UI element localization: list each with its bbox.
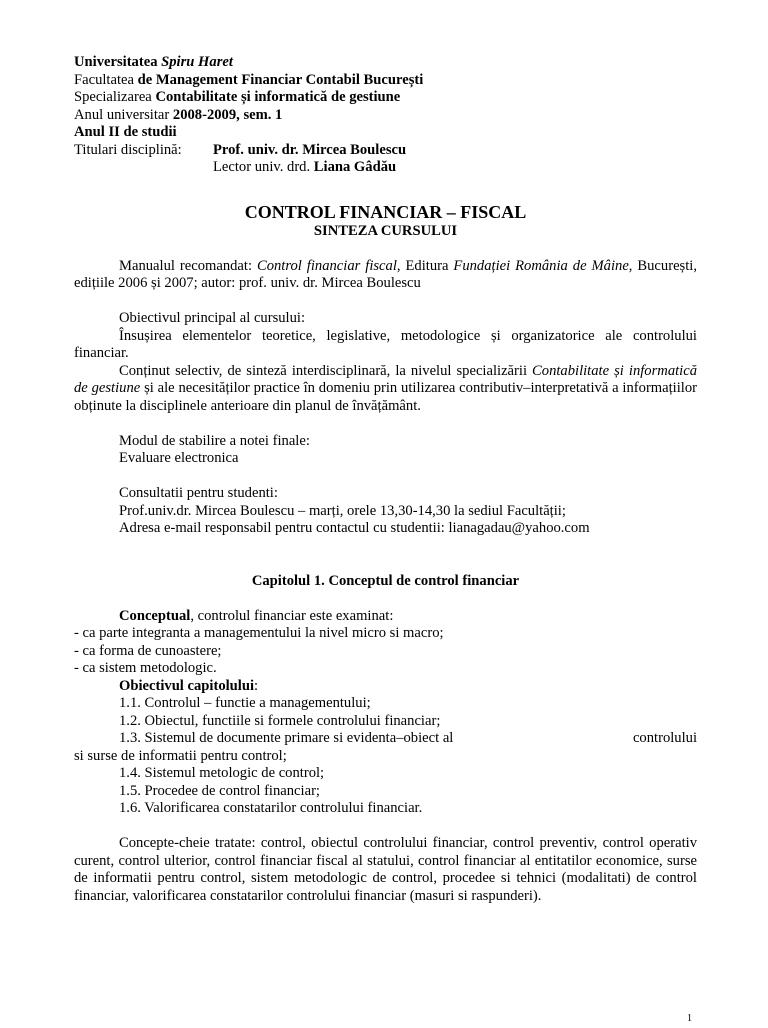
chapter-item-1-3-cont: si surse de informatii pentru control; (74, 747, 287, 764)
university-line: Universitatea Spiru Haret (74, 54, 233, 70)
chapter-item: 1.4. Sistemul metologic de control; (119, 765, 325, 781)
document-page (74, 54, 697, 905)
grading-label: Modul de stabilire a notei finale: (119, 432, 310, 449)
holders-label: Titulari disciplină: (74, 141, 182, 158)
holders-row (74, 142, 697, 160)
concept-bullet: - ca sistem metodologic. (74, 660, 217, 676)
holder-1: Prof. univ. dr. Mircea Boulescu (213, 141, 407, 158)
consult-line-1: Prof.univ.dr. Mircea Boulescu – marți, orele 13,30-14,30 la sediul Facultății; (119, 502, 566, 519)
page-number: 1 (687, 1013, 692, 1024)
concept-bullet: - ca forma de cunoastere; (74, 642, 222, 659)
objective-label: Obiectivul principal al cursului: (119, 310, 306, 326)
grading-value: Evaluare electronica (119, 450, 239, 466)
chapter-item: 1.6. Valorificarea constatarilor controlului financiar. (119, 800, 423, 816)
document-subtitle: SINTEZA CURSULUI (313, 222, 458, 239)
chapter-item: 1.2. Obiectul, functiile si formele controlului financiar; (119, 712, 441, 729)
consult-line-2: Adresa e-mail responsabil pentru contactul cu studentii: lianagadau@yahoo.com (119, 520, 590, 536)
chapter-item-1-3: 1.3. Sistemul de documente primare si evidenta–obiect al controlului (119, 730, 697, 746)
study-year-line: Anul II de studii (74, 124, 177, 140)
key-concepts: Concepte-cheie tratate: control, obiectul controlului financiar, control preventiv, control operativ curent, control ulterior, control financiar fiscal al statului, control financiar al entitatilor economice, surse de informatii pentru control, sistem metodologic de control, procedee si tehnici (modalitati) de control financiar, valorificarea constatarilor controlului financiar (masuri si raspunderi). (74, 835, 697, 904)
specialization-line: Specializarea Contabilitate și informatică de gestiune (74, 89, 401, 105)
document-title: CONTROL FINANCIAR – FISCAL (244, 201, 527, 222)
objective-paragraph-1: Însușirea elementelor teoretice, legislative, metodologice și organizatorice ale controlului financiar. (74, 327, 697, 361)
chapter-item: 1.5. Procedee de control financiar; (119, 782, 320, 799)
objective-paragraph-2: Conținut selectiv, de sinteză interdisciplinară, la nivelul specializării Contabilitate și informatică de gestiune și ale necesităților practice în domeniu prin utilizarea contributiv–interpretativă a informațiilor obținute la disciplinele anterioare din planul de învățământ. (74, 362, 698, 414)
concept-bullet: - ca parte integranta a managementului la nivel micro si macro; (74, 625, 444, 641)
chapter-item: 1.1. Controlul – functie a managementului; (119, 695, 371, 711)
holder-2: Lector univ. drd. Liana Gâdău (213, 159, 397, 175)
concept-intro: Conceptual, controlul financiar este examinat: (119, 607, 394, 624)
chapter-objective-label: Obiectivul capitolului: (119, 677, 259, 694)
holders-row-2 (74, 159, 697, 177)
academic-year-line: Anul universitar 2008-2009, sem. 1 (74, 106, 283, 123)
chapter-title: Capitolul 1. Conceptul de control financiar (251, 572, 520, 589)
consult-label: Consultatii pentru studenti: (119, 485, 278, 501)
faculty-line: Facultatea de Management Financiar Contabil București (74, 71, 424, 88)
recommended-manual: Manualul recomandat: Control financiar fiscal, Editura Fundației România de Mâine, București, edițiile 2006 și 2007; autor: prof. univ. dr. Mircea Boulescu (74, 257, 697, 291)
